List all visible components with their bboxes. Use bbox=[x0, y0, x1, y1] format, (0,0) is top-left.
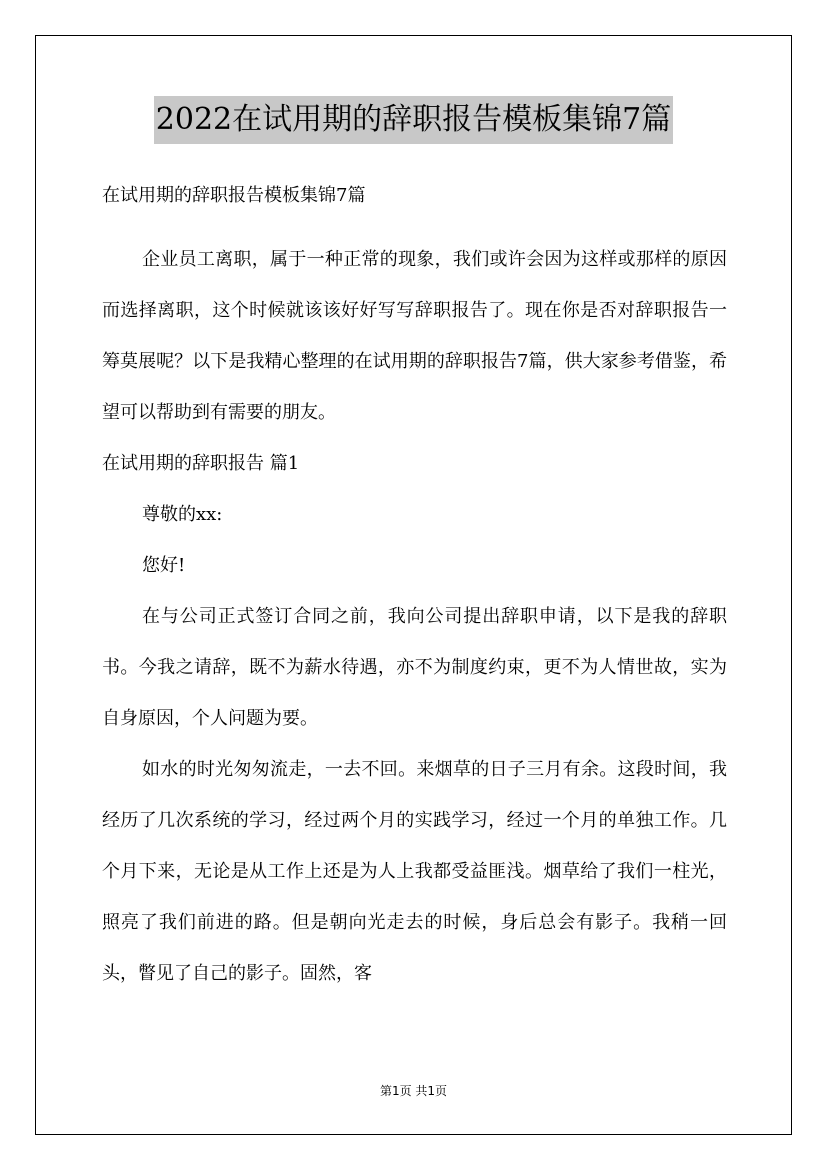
document-title: 2022在试用期的辞职报告模板集锦7篇 bbox=[154, 96, 673, 144]
salutation: 尊敬的xx: bbox=[142, 504, 223, 525]
paragraph-body-1: 在与公司正式签订合同之前，我向公司提出辞职申请，以下是我的辞职书。今我之请辞，既不为薪水待遇，亦不为制度约束，更不为人情世故，实为自身原因，个人问题为要。 bbox=[102, 606, 727, 729]
paragraph-body-2: 如水的时光匆匆流走，一去不回。来烟草的日子三月有余。这段时间，我经历了几次系统的学习，经过两个月的实践学习，经过一个月的单独工作。几个月下来，无论是从工作上还是为人上我都受益匪浅。烟草给了我们一柱光，照亮了我们前进的路。但是朝向光走去的时候，身后总会有影子。我稍一回头，瞥见了自己的影子。固然，客 bbox=[102, 759, 727, 984]
document-body bbox=[102, 170, 727, 999]
document-subtitle: 在试用期的辞职报告模板集锦7篇 bbox=[102, 185, 366, 206]
page-footer bbox=[0, 1082, 827, 1099]
section-heading: 在试用期的辞职报告 篇1 bbox=[102, 453, 300, 474]
title-container bbox=[0, 96, 827, 144]
greeting: 您好! bbox=[142, 555, 186, 576]
paragraph-intro: 企业员工离职，属于一种正常的现象，我们或许会因为这样或那样的原因而选择离职，这个时候就该该好好写写辞职报告了。现在你是否对辞职报告一筹莫展呢？以下是我精心整理的在试用期的辞职报告7篇，供大家参考借鉴，希望可以帮助到有需要的朋友。 bbox=[102, 249, 727, 423]
page-number: 第1页 共1页 bbox=[379, 1084, 448, 1098]
